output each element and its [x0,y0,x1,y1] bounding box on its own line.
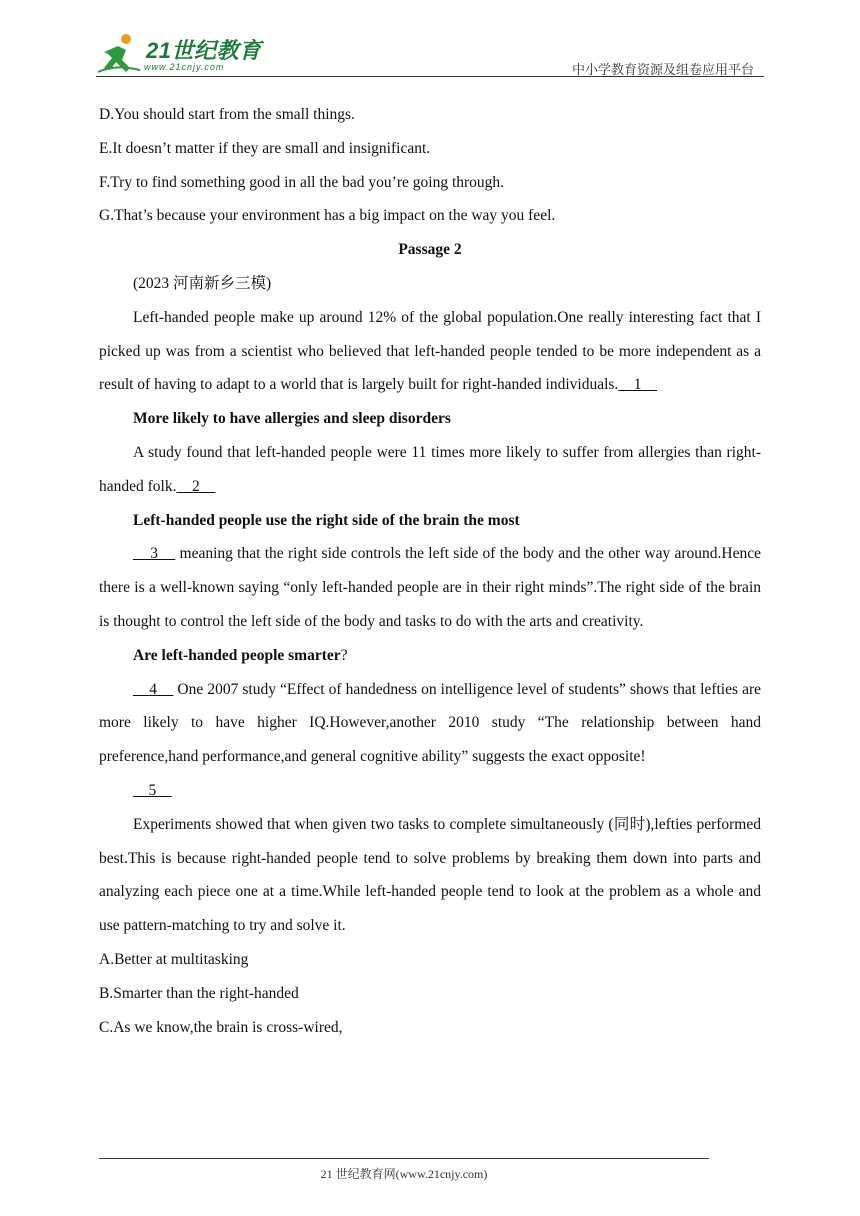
option-a: A.Better at multitasking [99,950,249,968]
page-header [96,28,764,78]
section-heading-allergies: More likely to have allergies and sleep disorders [133,410,451,428]
page-footer [99,1158,709,1182]
header-rule [96,76,764,77]
logo-url-text: www.21cnjy.com [144,62,225,72]
heading-text: Are left-handed people smarter [133,646,341,664]
answer-blank-3: 3 [133,545,176,563]
logo-brand-text: 21世纪教育 [146,38,262,63]
option-line-f: F.Try to find something good in all the bad you’re going through. [99,173,505,191]
answer-blank-2: 2 [176,477,216,495]
option-line-e: E.It doesn’t matter if they are small and insignificant. [99,139,431,157]
option-c: C.As we know,the brain is cross-wired, [99,1018,343,1036]
answer-blank-5: 5 [133,781,172,799]
answer-blank-1: 1 [618,376,658,394]
paragraph-text: A study found that left-handed people were 11 times more likely to suffer from allergies than right-handed folk. [99,443,761,495]
footer-rule [99,1158,709,1159]
heading-blank-5 [99,774,761,808]
section-heading-brain: Left-handed people use the right side of the brain the most [133,511,520,529]
answer-blank-4: 4 [133,680,174,698]
option-line-g: G.That’s because your environment has a big impact on the way you feel. [99,207,556,225]
option-line-d: D.You should start from the small things. [99,106,355,123]
paragraph-5: Experiments showed that when given two tasks to complete simultaneously (同时),lefties performed best.This is because right-handed people tend to solve problems by breaking them down into parts and analyzing each piece one at a time.While left-handed people tend to look at the problem as a whole and use pattern-matching to try and solve it. [99,815,761,935]
paragraph-4 [99,673,761,774]
heading-question-mark: ? [340,646,348,664]
paragraph-3 [99,537,761,638]
option-b: B.Smarter than the right-handed [99,984,299,1002]
paragraph-1 [99,301,761,402]
paragraph-text: Left-handed people make up around 12% of the global population.One really interesting fact that I picked up was from a scientist who believed that left-handed people tended to be more independent as a result of having to adapt to a world that is largely built for right-handed individuals. [99,308,761,394]
document-body [99,98,761,1044]
runner-logo-icon [96,32,142,76]
passage-source: (2023 河南新乡三模) [133,274,272,292]
section-heading-smarter [99,639,761,673]
paragraph-text: meaning that the right side controls the left side of the body and the other way around.Hence there is a well-known saying “only left-handed people are in their right minds”.The right side of the brain is thought to control the left side of the body and tasks to do with the arts and creativity. [99,545,762,630]
footer-text: 21 世纪教育网(www.21cnjy.com) [320,1167,488,1181]
header-tagline: 中小学教育资源及组卷应用平台 [571,62,754,77]
passage-title: Passage 2 [398,241,462,259]
site-logo [96,32,266,76]
paragraph-2 [99,436,761,504]
paragraph-text: One 2007 study “Effect of handedness on intelligence level of students” shows that lefties are more likely to have higher IQ.However,another 2010 study “The relationship between hand preference,hand performance,and general cognitive ability” suggests the exact opposite! [99,680,762,766]
